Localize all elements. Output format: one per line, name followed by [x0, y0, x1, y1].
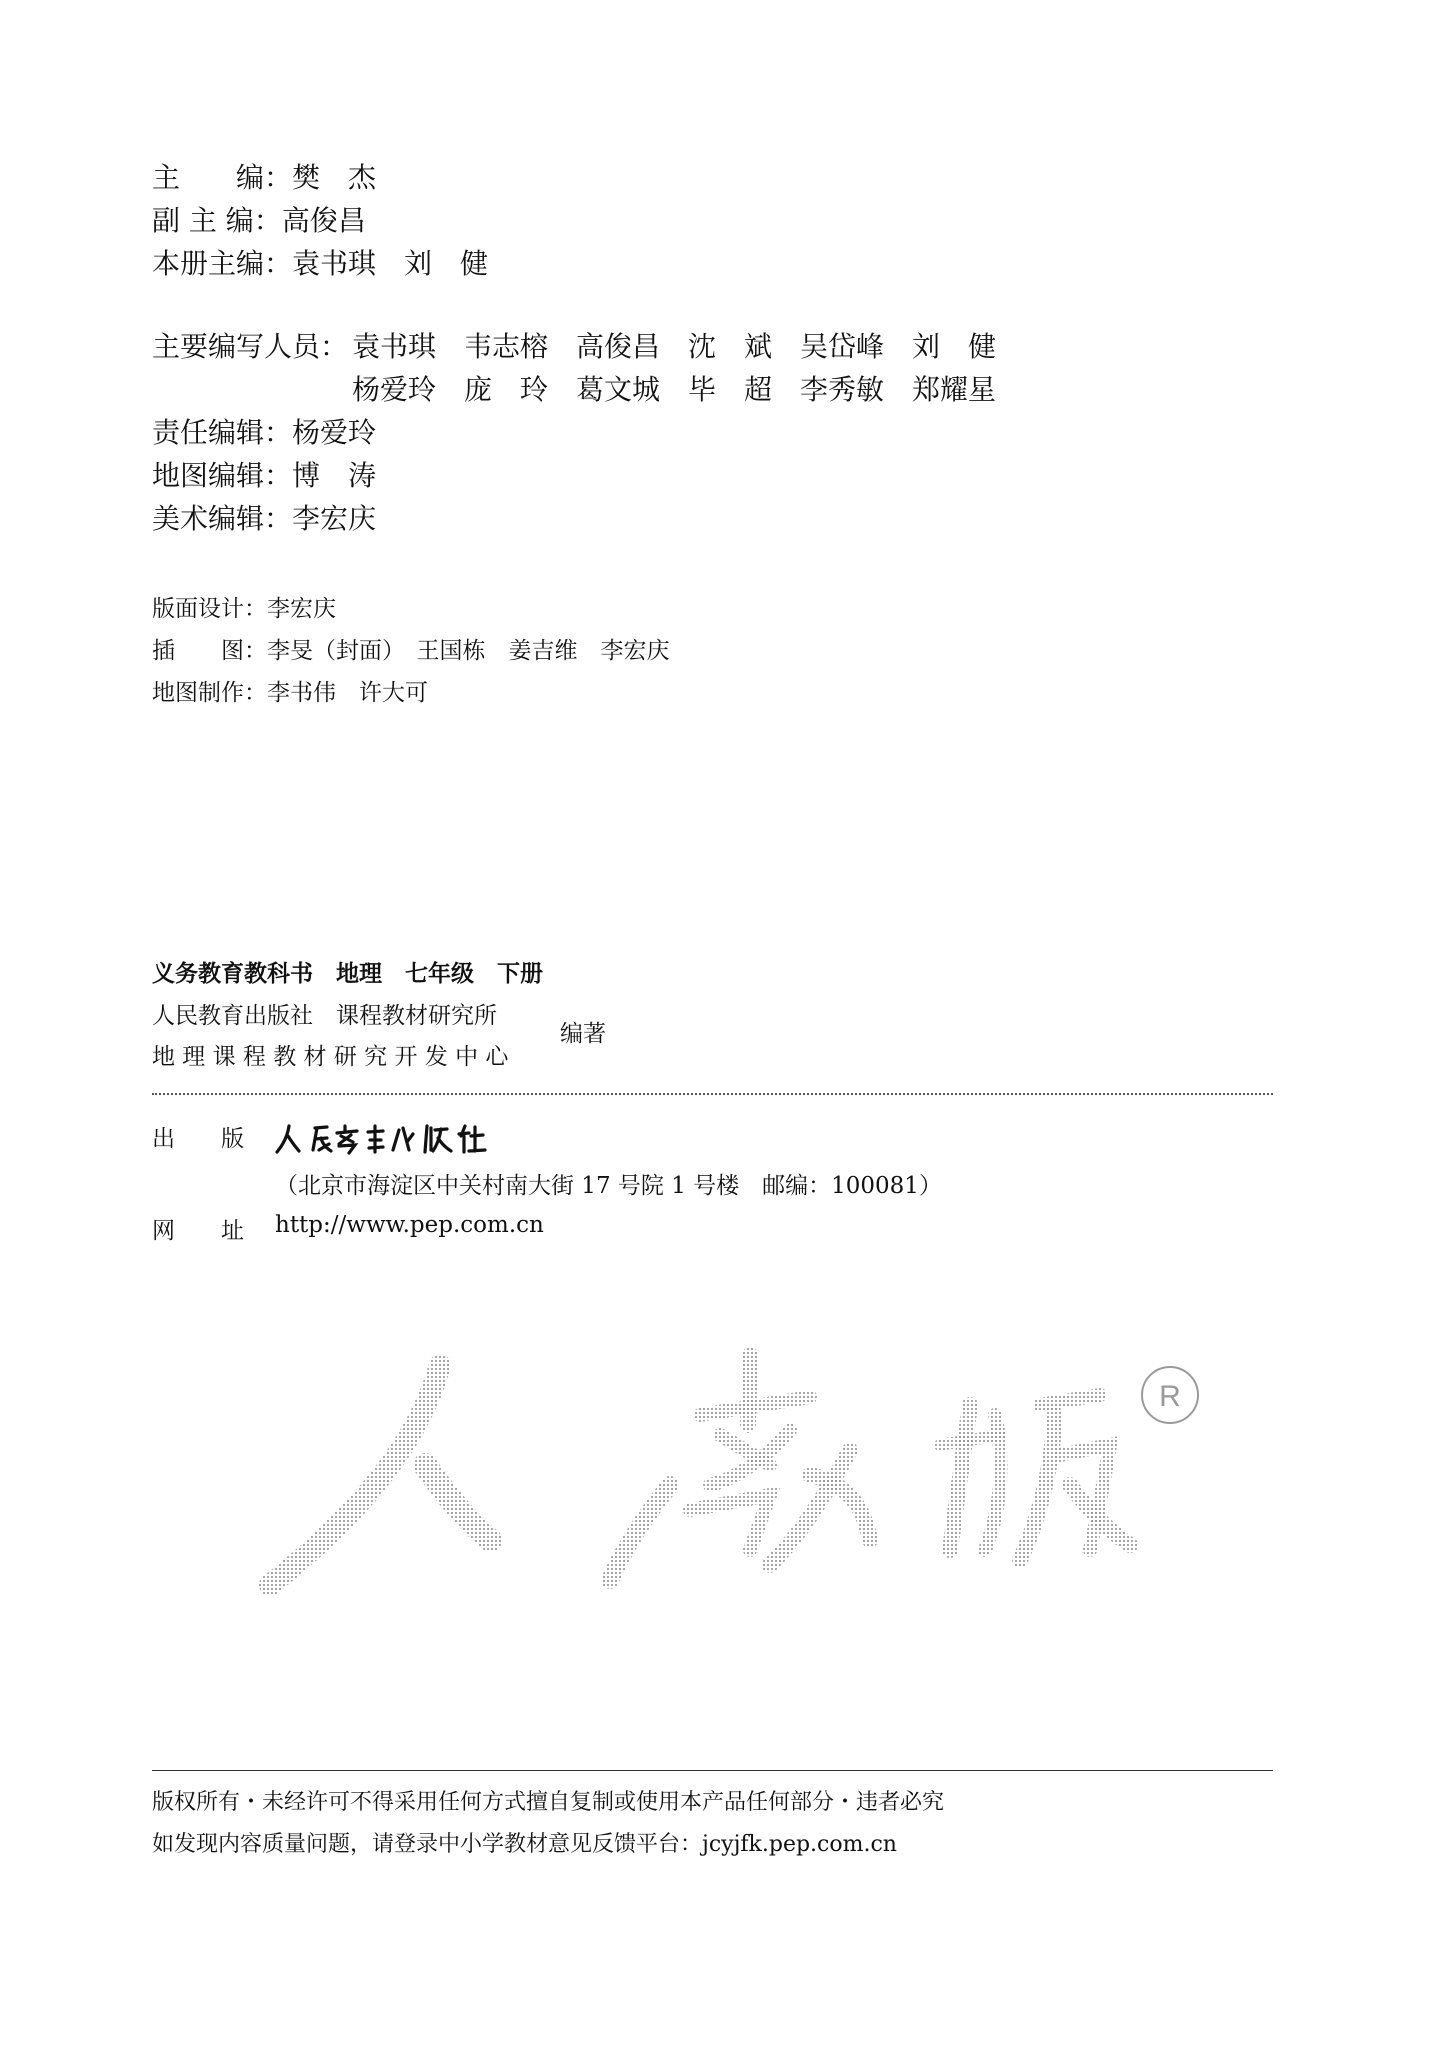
art-editor-line: [152, 497, 376, 537]
website-value: http://www.pep.com.cn: [275, 1212, 544, 1238]
illustration-line: [152, 632, 670, 665]
volume-editor-line: [152, 242, 488, 282]
registered-mark: R: [1159, 1380, 1181, 1413]
deputy-editor-label: 副 主 编：: [152, 204, 282, 237]
map-editor-value: 博 涛: [292, 459, 377, 492]
volume-editor-label: 本册主编：: [152, 247, 293, 280]
map-making-line: [152, 674, 428, 707]
illustration-value: 李旻（封面） 王国栋 姜吉维 李宏庆: [267, 638, 670, 664]
publisher-address: （北京市海淀区中关村南大街 17 号院 1 号楼 邮编：100081）: [275, 1173, 942, 1199]
author-line-1: 人民教育出版社 课程教材研究所: [152, 1003, 497, 1029]
author-suffix: 编著: [560, 1021, 606, 1047]
volume-editor-value: 袁书琪 刘 健: [292, 247, 489, 280]
writers-line-2: 杨爱玲 庞 玲 葛文城 毕 超 李秀敏 郑耀星: [352, 373, 997, 406]
chief-editor-line: [152, 156, 376, 196]
chief-editor-value: 樊 杰: [292, 161, 377, 194]
map-editor-line: [152, 454, 376, 494]
writers-line-1: 袁书琪 韦志榕 高俊昌 沈 斌 吴岱峰 刘 健: [352, 330, 997, 363]
responsible-editor-label: 责任编辑：: [152, 416, 293, 449]
art-editor-label: 美术编辑：: [152, 502, 293, 535]
publish-label: 出 版: [152, 1126, 244, 1152]
footer-divider: [152, 1770, 1273, 1771]
map-making-label: 地图制作：: [152, 680, 267, 706]
responsible-editor-value: 杨爱玲: [292, 416, 377, 449]
layout-design-value: 李宏庆: [267, 596, 336, 622]
author-line-2: 地 理 课 程 教 材 研 究 开 发 中 心: [152, 1044, 509, 1070]
deputy-editor-line: [152, 199, 366, 239]
layout-design-label: 版面设计：: [152, 596, 267, 622]
book-title: 义务教育教科书 地理 七年级 下册: [152, 960, 543, 987]
art-editor-value: 李宏庆: [292, 502, 377, 535]
feedback-notice: 如发现内容质量问题，请登录中小学教材意见反馈平台：jcyjfk.pep.com.cn: [152, 1832, 897, 1857]
chief-editor-label: 主 编：: [152, 161, 293, 194]
copyright-notice: 版权所有・未经许可不得采用任何方式擅自复制或使用本产品任何部分・违者必究: [152, 1790, 945, 1815]
website-label: 网 址: [152, 1218, 244, 1244]
pep-watermark-logo: [250, 1335, 1230, 1605]
dotted-divider: [152, 1093, 1273, 1095]
map-editor-label: 地图编辑：: [152, 459, 293, 492]
writers-label: 主要编写人员：: [152, 330, 349, 363]
publisher-logo: [275, 1122, 495, 1156]
layout-design-line: [152, 590, 336, 623]
deputy-editor-value: 高俊昌: [281, 204, 366, 237]
responsible-editor-line: [152, 411, 376, 451]
illustration-label: 插 图：: [152, 638, 267, 664]
map-making-value: 李书伟 许大可: [267, 680, 428, 706]
